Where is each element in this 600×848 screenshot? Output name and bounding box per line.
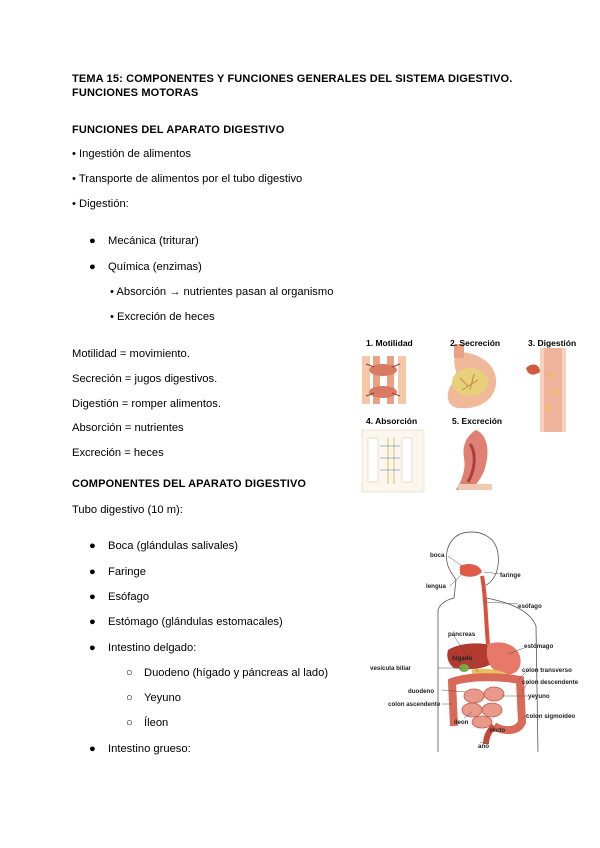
bullet-icon: ● — [89, 616, 96, 628]
list-item: • Transporte de alimentos por el tubo digestivo — [72, 173, 303, 185]
esophagus-shape — [482, 576, 488, 644]
page-title-line-1: TEMA 15: COMPONENTES Y FUNCIONES GENERALES DEL SISTEMA DIGESTIVO. — [72, 73, 513, 85]
sub-sub-list-item: • Absorción → nutrientes pasan al organismo — [110, 286, 334, 298]
secretion-illustration — [448, 344, 496, 408]
figure-label-digestion: 3. Digestión — [528, 338, 577, 348]
label-faringe: faringe — [500, 572, 521, 579]
list-item: Boca (glándulas salivales) — [108, 540, 238, 552]
list-item: • Ingestión de alimentos — [72, 148, 191, 160]
circle-bullet-icon: ○ — [126, 717, 133, 729]
list-item: • Digestión: — [72, 198, 129, 210]
label-yeyuno: yeyuno — [528, 693, 550, 700]
label-colon-transverso: colon transverso — [522, 667, 572, 674]
circle-bullet-icon: ○ — [126, 667, 133, 679]
definition-line: Absorción = nutrientes — [72, 422, 184, 434]
sub-list-item: Química (enzimas) — [108, 261, 202, 273]
label-esofago: esófago — [518, 603, 542, 610]
sub-list-item: Yeyuno — [144, 692, 181, 704]
list-item: Estómago (glándulas estomacales) — [108, 616, 283, 628]
label-vesicula: vesícula biliar — [370, 665, 411, 672]
definition-line: Digestión = romper alimentos. — [72, 398, 221, 410]
figure-label-excretion: 5. Excreción — [452, 416, 503, 426]
label-lengua: lengua — [426, 583, 446, 590]
digestive-functions-figure — [358, 334, 580, 494]
definition-line: Secreción = jugos digestivos. — [72, 373, 218, 385]
bullet-icon: ● — [89, 235, 96, 247]
figure-label-absorption: 4. Absorción — [366, 416, 418, 426]
figure-label-motility: 1. Motilidad — [366, 338, 413, 348]
label-ileon: íleon — [454, 719, 469, 726]
absorption-illustration — [362, 430, 424, 492]
sub-list-item: Duodeno (hígado y páncreas al lado) — [144, 667, 329, 679]
label-higado: hígado — [452, 655, 473, 662]
label-colon-ascendente: colon ascendente — [388, 701, 441, 708]
circle-bullet-icon: ○ — [126, 692, 133, 704]
label-colon-sigmoideo: colon sigmoideo — [526, 713, 576, 720]
label-boca: boca — [430, 552, 445, 559]
list-item: Intestino grueso: — [108, 743, 191, 755]
mouth-shape — [460, 564, 482, 577]
section-heading-components: COMPONENTES DEL APARATO DIGESTIVO — [72, 478, 307, 490]
excretion-illustration — [456, 430, 492, 490]
list-item: Esófago — [108, 591, 150, 603]
label-colon-descendente: colon descendente — [522, 679, 579, 686]
definition-line: Motilidad = movimiento. — [72, 348, 190, 360]
section-intro: Tubo digestivo (10 m): — [72, 504, 183, 516]
bullet-icon: ● — [89, 566, 96, 578]
sub-list-item: Íleon — [144, 717, 169, 729]
definition-line: Excreción = heces — [72, 447, 164, 459]
section-heading-functions: FUNCIONES DEL APARATO DIGESTIVO — [72, 124, 285, 136]
page-title-line-2: FUNCIONES MOTORAS — [72, 87, 199, 99]
label-ano: ano — [478, 743, 490, 750]
label-pancreas: páncreas — [448, 631, 476, 638]
list-item: Intestino delgado: — [108, 642, 197, 654]
digestion-illustration — [526, 348, 566, 432]
sub-sub-list-item: • Excreción de heces — [110, 311, 215, 323]
sub-list-item: Mecánica (triturar) — [108, 235, 199, 247]
digestive-system-anatomy-figure — [368, 526, 582, 752]
list-item: Faringe — [108, 566, 146, 578]
bullet-icon: ● — [89, 261, 96, 273]
label-recto: recto — [490, 727, 506, 734]
bullet-icon: ● — [89, 591, 96, 603]
bullet-icon: ● — [89, 642, 96, 654]
bullet-icon: ● — [89, 743, 96, 755]
bullet-icon: ● — [89, 540, 96, 552]
label-duodeno: duodeno — [408, 688, 435, 695]
motility-illustration — [362, 356, 406, 404]
label-estomago: estómago — [524, 643, 554, 650]
figure-label-secretion: 2. Secreción — [450, 338, 501, 348]
